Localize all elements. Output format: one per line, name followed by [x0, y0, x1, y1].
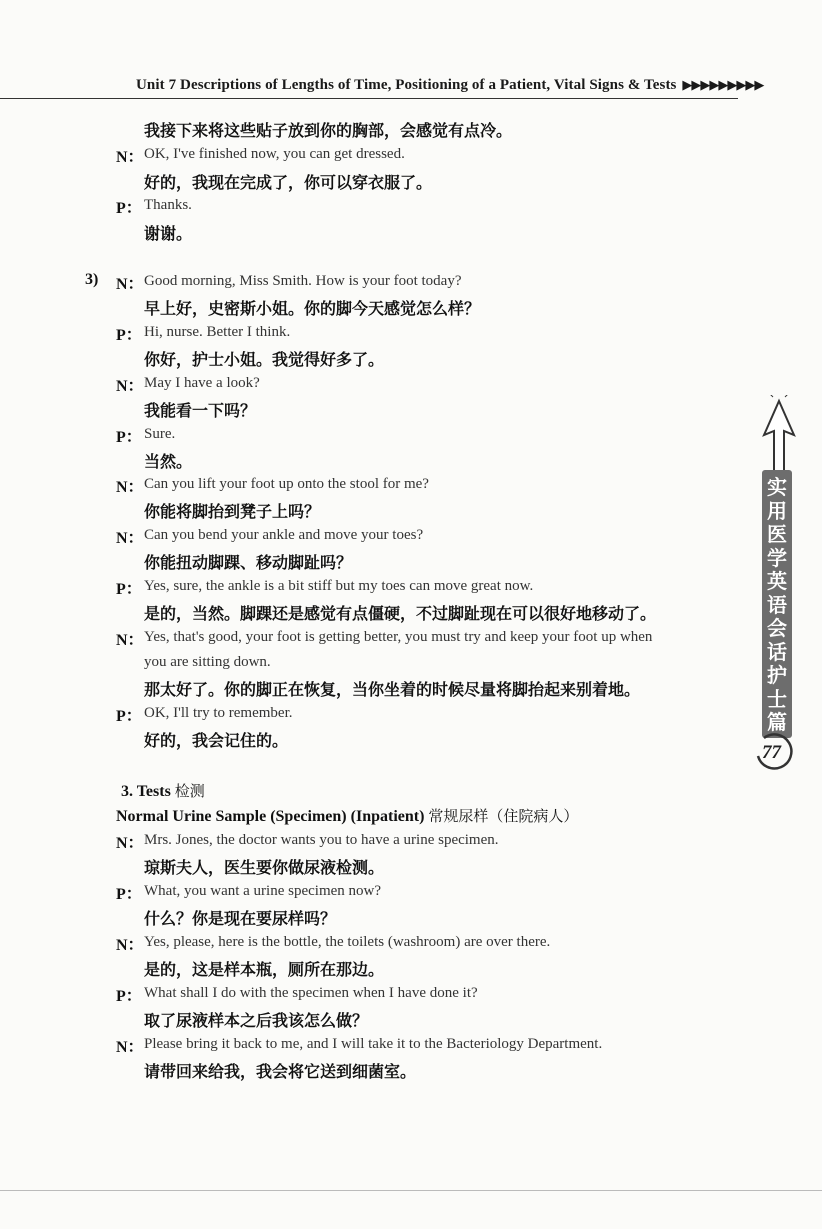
speaker-label: N： — [116, 149, 144, 166]
continuation-en-2: Thanks. — [144, 197, 192, 213]
section-heading — [121, 780, 205, 801]
speaker-label: P： — [116, 708, 142, 725]
speaker-label: N： — [116, 479, 144, 496]
header-rule — [0, 98, 738, 99]
continuation-zh-0: 我接下来将这些贴子放到你的胸部，会感觉有点冷。 — [144, 121, 513, 140]
section-title-zh: 检测 — [174, 782, 205, 800]
speaker-label: N： — [116, 276, 144, 293]
test-zh: 取了尿液样本之后我该怎么做？ — [144, 1011, 369, 1030]
page-number: 77 — [762, 742, 781, 763]
test-zh: 请带回来给我，我会将它送到细菌室。 — [144, 1062, 417, 1081]
dialogue-zh: 我能看一下吗？ — [144, 401, 257, 420]
continuation-zh-2: 谢谢。 — [144, 224, 193, 243]
test-en: Mrs. Jones, the doctor wants you to have a urine specimen. — [144, 832, 499, 848]
subsection-title-zh: 常规尿样（住院病人） — [428, 807, 579, 825]
dialogue-en: Can you bend your ankle and move your toes? — [144, 527, 424, 543]
test-en: Yes, please, here is the bottle, the toilets (washroom) are over there. — [144, 934, 551, 950]
dialogue-zh: 好的，我会记住的。 — [144, 731, 289, 750]
dialogue-en: Can you lift your foot up onto the stool for me? — [144, 476, 429, 492]
dialogue-zh: 那太好了。你的脚正在恢复，当你坐着的时候尽量将脚抬起来别着地。 — [144, 680, 641, 699]
test-zh: 是的，这是样本瓶，厕所在那边。 — [144, 960, 385, 979]
test-en: What shall I do with the specimen when I have done it? — [144, 985, 478, 1001]
speaker-label: N： — [116, 530, 144, 547]
speaker-label: P： — [116, 327, 142, 344]
test-zh: 琼斯夫人，医生要你做尿液检测。 — [144, 858, 385, 877]
dialogue-en-cont: you are sitting down. — [144, 654, 271, 670]
header-title: Unit 7 Descriptions of Lengths of Time, Positioning of a Patient, Vital Signs & Tests — [136, 77, 677, 93]
speaker-label: P： — [116, 581, 142, 598]
dialogue-zh: 当然。 — [144, 452, 193, 471]
dialogue-en: Yes, that's good, your foot is getting better, you must try and keep your foot up when — [144, 629, 653, 645]
dialogue-zh: 你好，护士小姐。我觉得好多了。 — [144, 350, 385, 369]
side-tab-text: 实用医学英语会话 护士篇 — [767, 475, 787, 734]
speaker-label: P： — [116, 988, 142, 1005]
speaker-label: N： — [116, 937, 144, 954]
test-en: What, you want a urine specimen now? — [144, 883, 382, 899]
dialogue-en: Sure. — [144, 426, 176, 442]
header-arrows: ▶▶▶▶▶▶▶▶▶ — [682, 77, 764, 92]
speaker-label: N： — [116, 632, 144, 649]
subsection-title-en: Normal Urine Sample (Specimen) (Inpatient) — [116, 808, 425, 825]
section-title-en: 3. Tests — [121, 783, 171, 800]
subsection-heading — [116, 805, 578, 826]
speaker-label: P： — [116, 886, 142, 903]
speaker-label: N： — [116, 1039, 144, 1056]
continuation-en-1: OK, I've finished now, you can get dressed. — [144, 146, 405, 162]
dialogue-en: OK, I'll try to remember. — [144, 705, 293, 721]
test-zh: 什么？你是现在要尿样吗？ — [144, 909, 337, 928]
speaker-label: P： — [116, 429, 142, 446]
continuation-zh-1: 好的，我现在完成了，你可以穿衣服了。 — [144, 173, 433, 192]
speaker-label: N： — [116, 835, 144, 852]
dialogue-zh: 你能扭动脚踝、移动脚趾吗？ — [144, 553, 353, 572]
dialogue-en: Yes, sure, the ankle is a bit stiff but my toes can move great now. — [144, 578, 534, 594]
test-en: Please bring it back to me, and I will take it to the Bacteriology Department. — [144, 1036, 603, 1052]
speaker-label: N： — [116, 378, 144, 395]
dialogue-en: May I have a look? — [144, 375, 260, 391]
dialogue-number: 3) — [85, 271, 99, 288]
dialogue-zh: 你能将脚抬到凳子上吗？ — [144, 502, 321, 521]
dialogue-en: Hi, nurse. Better I think. — [144, 324, 291, 340]
dialogue-zh: 早上好，史密斯小姐。你的脚今天感觉怎么样？ — [144, 299, 481, 318]
dialogue-en: Good morning, Miss Smith. How is your foot today? — [144, 273, 462, 289]
running-header — [136, 77, 763, 94]
dialogue-zh: 是的，当然。脚踝还是感觉有点僵硬，不过脚趾现在可以很好地移动了。 — [144, 604, 657, 623]
speaker-label: P： — [116, 200, 142, 217]
footer-rule — [0, 1190, 822, 1191]
tab-arrow-icon — [759, 395, 799, 475]
